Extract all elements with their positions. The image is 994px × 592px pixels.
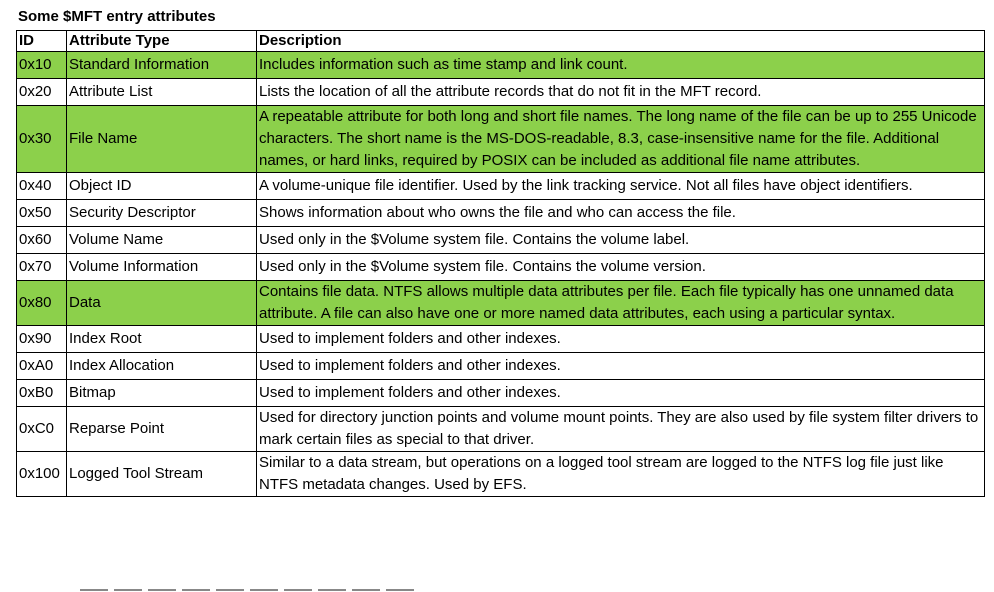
cell-description: Lists the location of all the attribute records that do not fit in the MFT record. <box>257 79 985 106</box>
table-row <box>17 200 985 227</box>
cell-id: 0x100 <box>17 452 67 497</box>
cell-id: 0x60 <box>17 227 67 254</box>
cell-attribute-type: Volume Information <box>67 254 257 281</box>
cell-description: Similar to a data stream, but operations on a logged tool stream are logged to the NTFS log file just like NTFS metadata changes. Used by EFS. <box>257 452 985 497</box>
cell-attribute-type: Reparse Point <box>67 407 257 452</box>
cell-description: Shows information about who owns the file and who can access the file. <box>257 200 985 227</box>
cell-description: Includes information such as time stamp and link count. <box>257 52 985 79</box>
cell-id: 0x40 <box>17 173 67 200</box>
cell-description: Used only in the $Volume system file. Contains the volume label. <box>257 227 985 254</box>
table-row <box>17 79 985 106</box>
cell-id: 0x90 <box>17 326 67 353</box>
cell-description: A repeatable attribute for both long and short file names. The long name of the file can be up to 255 Unicode characters. The short name is the MS-DOS-readable, 8.3, case-insensitive name for the file. Additional names, or hard links, required by POSIX can be included as additional file name attributes. <box>257 106 985 173</box>
mft-attributes-table <box>16 30 985 497</box>
cell-attribute-type: File Name <box>67 106 257 173</box>
table-row <box>17 380 985 407</box>
cell-id: 0x30 <box>17 106 67 173</box>
cell-attribute-type: Bitmap <box>67 380 257 407</box>
table-row <box>17 353 985 380</box>
cell-attribute-type: Volume Name <box>67 227 257 254</box>
cell-id: 0x70 <box>17 254 67 281</box>
table-row <box>17 452 985 497</box>
cell-description: Used for directory junction points and volume mount points. They are also used by file system filter drivers to mark certain files as special to that driver. <box>257 407 985 452</box>
cell-description: Used to implement folders and other indexes. <box>257 353 985 380</box>
cell-description: A volume-unique file identifier. Used by the link tracking service. Not all files have object identifiers. <box>257 173 985 200</box>
cell-attribute-type: Object ID <box>67 173 257 200</box>
cell-attribute-type: Security Descriptor <box>67 200 257 227</box>
cell-attribute-type: Index Allocation <box>67 353 257 380</box>
cell-attribute-type: Data <box>67 281 257 326</box>
cell-id: 0xA0 <box>17 353 67 380</box>
table-row <box>17 106 985 173</box>
cell-description: Contains file data. NTFS allows multiple data attributes per file. Each file typically has one unnamed data attribute. A file can also have one or more named data attributes, each using a particular syntax. <box>257 281 985 326</box>
cell-id: 0x80 <box>17 281 67 326</box>
table-row <box>17 407 985 452</box>
table-caption: Some $MFT entry attributes <box>18 8 216 25</box>
header-attribute-type: Attribute Type <box>67 31 257 52</box>
cell-description: Used to implement folders and other indexes. <box>257 380 985 407</box>
cell-id: 0xB0 <box>17 380 67 407</box>
header-row <box>17 31 985 52</box>
table-row <box>17 326 985 353</box>
cell-id: 0x10 <box>17 52 67 79</box>
table-row <box>17 281 985 326</box>
cell-id: 0xC0 <box>17 407 67 452</box>
cell-description: Used only in the $Volume system file. Contains the volume version. <box>257 254 985 281</box>
table-row <box>17 254 985 281</box>
cell-description: Used to implement folders and other indexes. <box>257 326 985 353</box>
table-row <box>17 227 985 254</box>
cell-attribute-type: Standard Information <box>67 52 257 79</box>
cell-attribute-type: Attribute List <box>67 79 257 106</box>
cell-id: 0x20 <box>17 79 67 106</box>
header-id: ID <box>17 31 67 52</box>
cell-attribute-type: Logged Tool Stream <box>67 452 257 497</box>
header-description: Description <box>257 31 985 52</box>
cell-attribute-type: Index Root <box>67 326 257 353</box>
cell-id: 0x50 <box>17 200 67 227</box>
table-row <box>17 52 985 79</box>
table-row <box>17 173 985 200</box>
